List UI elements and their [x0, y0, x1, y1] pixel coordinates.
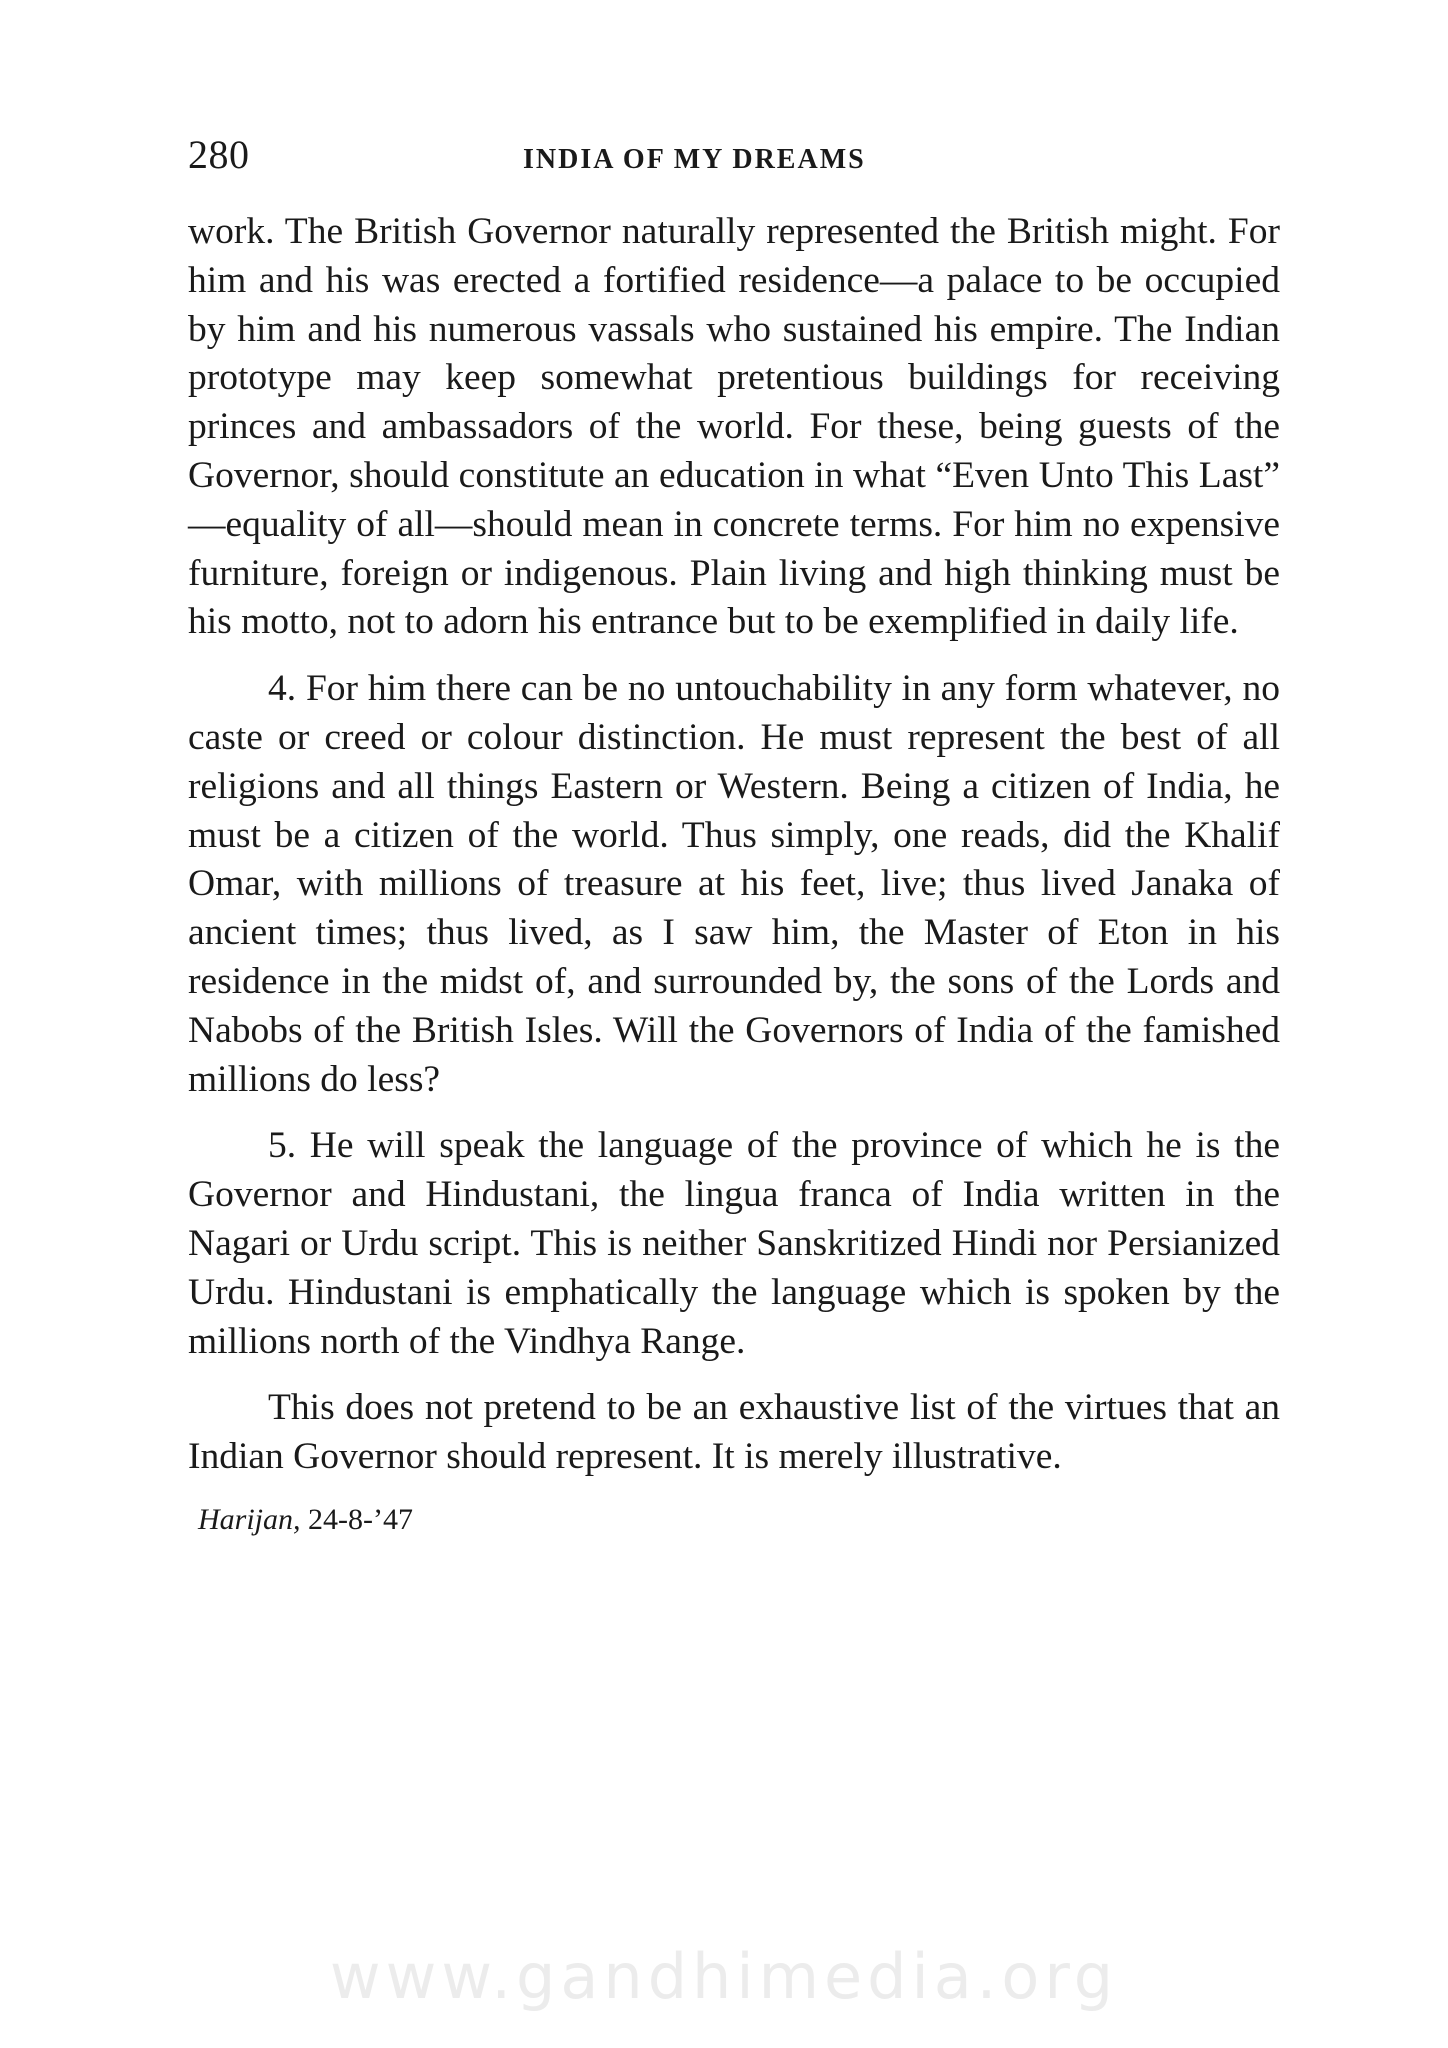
body-text [188, 208, 1280, 1540]
source-date: 24-8-’47 [308, 1502, 413, 1536]
page-number: 280 [188, 132, 250, 177]
source-publication: Harijan, [198, 1502, 301, 1536]
paragraph-continuation: work. The British Governor naturally represented the British might. For him and his was erected a fortified residence—a palace to be occupied by him and his numerous vassals who sustained his empire. The Indian prototype may keep somewhat pretentious buildings for receiving princes and ambassadors of the world. For these, being guests of the Governor, should constitute an education in what “Even Unto This Last” —equality of all—should mean in concrete terms. For him no expensive furniture, foreign or indigenous. Plain living and high thinking must be his motto, not to adorn his entrance but to be exemplified in daily life. [188, 211, 1280, 643]
source-citation [198, 1500, 1280, 1540]
paragraph-point-4: 4. For him there can be no untouchability in any form whatever, no caste or creed or colour distinction. He must represent the best of all religions and all things Eastern or Western. Being a citizen of India, he must be a citizen of the world. Thus simply, one reads, did the Khalif Omar, with millions of treasure at his feet, live; thus lived Janaka of ancient times; thus lived, as I saw him, the Master of Eton in his residence in the midst of, and surrounded by, the sons of the Lords and Nabobs of the British Isles. Will the Governors of India of the famished millions do less? [188, 668, 1280, 1100]
paragraph-conclusion: This does not pretend to be an exhaustive list of the virtues that an Indian Governor should represent. It is merely illustrative. [188, 1387, 1280, 1478]
running-head: INDIA OF MY DREAMS [523, 144, 866, 175]
watermark: www.gandhimedia.org [329, 1940, 1119, 2013]
page-header [188, 130, 1280, 190]
paragraph-point-5: 5. He will speak the language of the province of which he is the Governor and Hindustani, the lingua franca of India written in the Nagari or Urdu script. This is neither Sanskritized Hindi nor Persianized Urdu. Hindustani is emphatically the language which is spoken by the millions north of the Vindhya Range. [188, 1125, 1280, 1362]
